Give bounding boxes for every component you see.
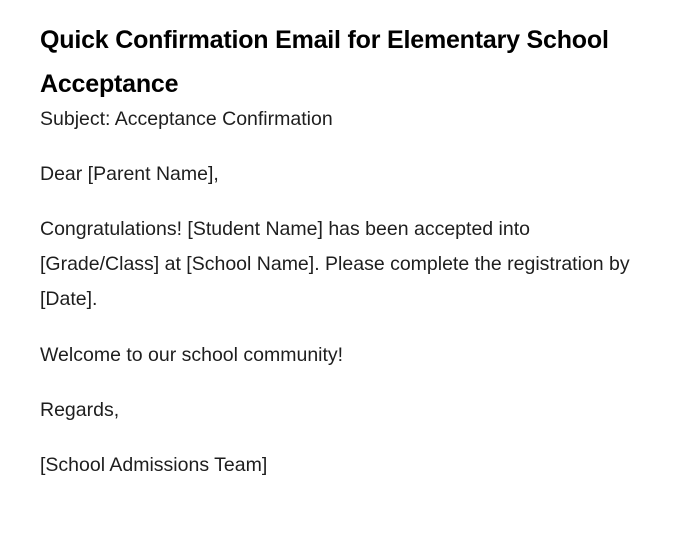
email-closing: Regards, — [40, 399, 120, 421]
email-welcome-line: Welcome to our school community! — [40, 344, 344, 366]
email-body-paragraph: Congratulations! [Student Name] has been accepted into [Grade/Class] at [School Name]. Please complete the registration by [Date]. — [40, 218, 630, 310]
email-greeting: Dear [Parent Name], — [40, 163, 219, 185]
email-document — [40, 18, 650, 483]
email-subject-line: Subject: Acceptance Confirmation — [40, 108, 333, 130]
email-signature: [School Admissions Team] — [40, 454, 268, 476]
document-title: Quick Confirmation Email for Elementary School Acceptance — [40, 26, 609, 98]
